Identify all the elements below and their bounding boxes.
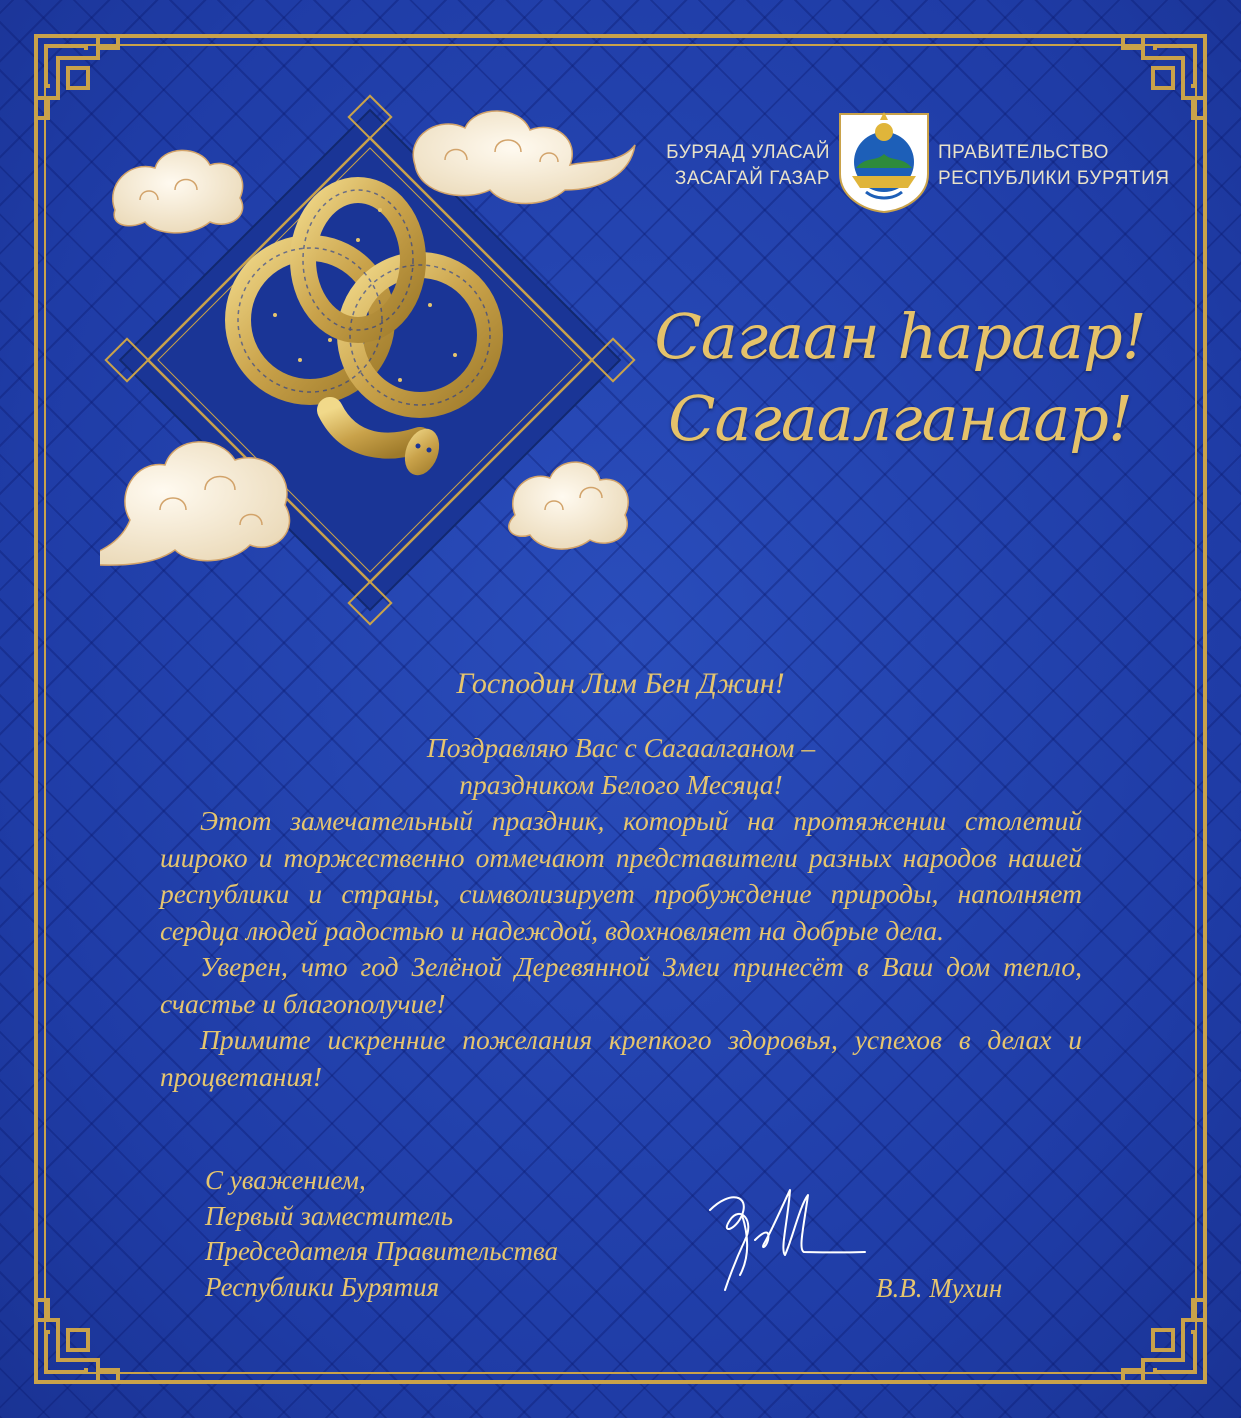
- cloud-bottom-left-icon: [100, 442, 290, 565]
- letter-intro-line2: праздником Белого Месяца!: [459, 768, 783, 800]
- letter-signoff: [205, 1163, 558, 1305]
- header-buryat-org-name: [662, 140, 830, 192]
- greeting-title-line2: Сагаалганаар!: [668, 382, 1132, 455]
- cloud-bottom-right-icon: [509, 462, 628, 549]
- header-left-line2: ЗАСАГАЙ ГАЗАР: [674, 168, 830, 189]
- letter-salutation: Господин Лим Бен Джин!: [456, 667, 785, 700]
- letter-body: [160, 730, 1082, 1095]
- handwritten-signature: [700, 1180, 870, 1300]
- header-right-line2: РЕСПУБЛИКИ БУРЯТИЯ: [938, 168, 1170, 189]
- corner-ornament-bottom-left: [28, 1260, 158, 1390]
- letter-paragraph-3: Примите искренние пожелания крепкого здоровья, успехов в делах и процветания!: [160, 1024, 1082, 1092]
- signoff-line1: С уважением,: [205, 1165, 366, 1195]
- signer-name: В.В. Мухин: [876, 1273, 1003, 1303]
- snake-emblem-panel: [100, 90, 640, 630]
- header-left-line1: БУРЯАД УЛАСАЙ: [666, 142, 830, 163]
- cloud-top-left-icon: [113, 150, 243, 233]
- header-right-line1: ПРАВИТЕЛЬСТВО: [938, 142, 1109, 163]
- coat-of-arms-icon: [836, 110, 932, 214]
- letter-intro-line1: Поздравляю Вас с Сагаалганом –: [426, 732, 816, 763]
- signoff-line4: Республики Бурятия: [205, 1271, 440, 1302]
- header-russian-org-name: [938, 140, 1178, 192]
- corner-ornament-top-right: [1083, 28, 1213, 158]
- signoff-line3: Председателя Правительства: [205, 1236, 559, 1266]
- signoff-line2: Первый заместитель: [205, 1200, 453, 1231]
- letter-paragraph-1: Этот замечательный праздник, который на протяжении столетий широко и торжественно отмечают представители разных народов нашей республики и страны, символизирует пробуждение природы, наполняет сердца людей радостью и надеждой, вдохновляет на добрые дела.: [160, 805, 1082, 946]
- corner-ornament-bottom-right: [1083, 1260, 1213, 1390]
- cloud-top-right-icon: [413, 111, 635, 204]
- letter-paragraph-2: Уверен, что год Зелёной Деревянной Змеи принесёт в Ваш дом тепло, счастье и благополучие!: [160, 951, 1082, 1019]
- greeting-title-line1: Сагаан hараар!: [654, 300, 1146, 373]
